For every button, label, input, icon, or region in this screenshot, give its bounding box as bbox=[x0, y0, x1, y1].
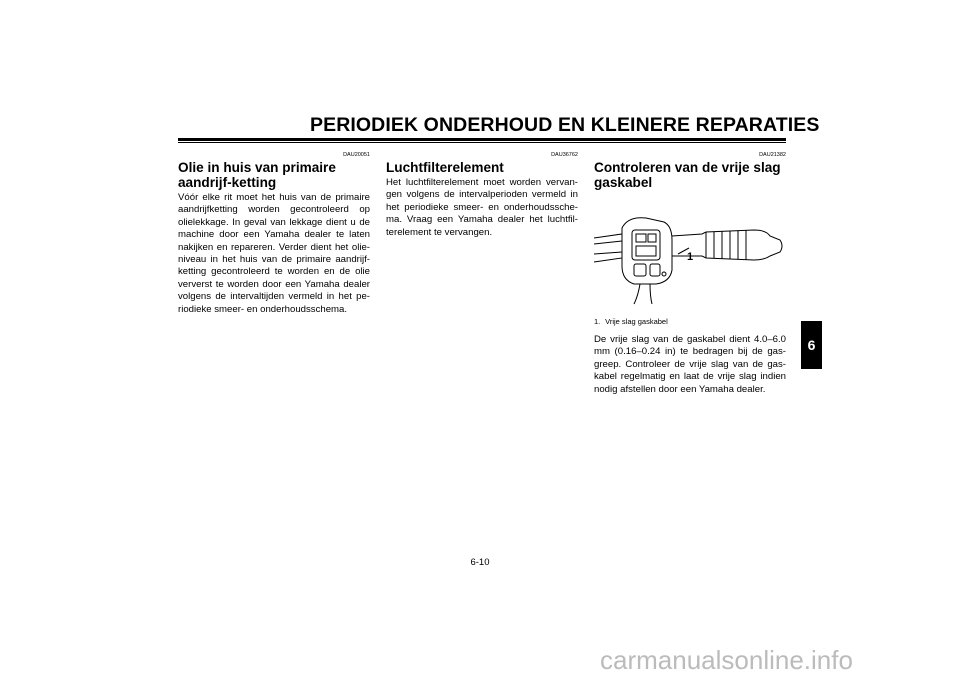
caption-text: Vrije slag gaskabel bbox=[605, 317, 668, 326]
header-rule-thin bbox=[178, 142, 786, 143]
section-body: De vrije slag van de gaskabel dient 4.0–6.0 mm (0.16–0.24 in) te bedragen bij de gas-greep. Controleer de vrije slag van de gas-kabel regelmatig en laat de vrije slag indien nodig afstellen door een Yamaha dealer. bbox=[594, 334, 786, 395]
section-throttle-cable bbox=[594, 152, 786, 396]
figure-callout-label: 1 bbox=[687, 251, 694, 263]
figure-caption bbox=[594, 317, 786, 326]
header-rule bbox=[178, 138, 786, 141]
caption-number: 1. bbox=[594, 317, 601, 326]
chapter-tab: 6 bbox=[801, 321, 822, 369]
section-title: Luchtfilterelement bbox=[386, 160, 504, 175]
handlebar-throttle-illustration bbox=[594, 196, 786, 306]
section-code: DAU21382 bbox=[759, 152, 786, 158]
page-number: 6-10 bbox=[470, 557, 490, 568]
section-code: DAU20051 bbox=[343, 152, 370, 158]
section-air-filter bbox=[386, 152, 578, 239]
section-code: DAU36762 bbox=[551, 152, 578, 158]
section-title: Controleren van de vrije slag gaskabel bbox=[594, 160, 781, 190]
section-primary-chain-oil bbox=[178, 152, 370, 316]
section-title: Olie in huis van primaire aandrijf-ketting bbox=[178, 160, 336, 190]
section-body: Vóór elke rit moet het huis van de primaire aandrijfketting worden gecontroleerd op olielekkage. In geval van lekkage dient u de machine door een Yamaha dealer te laten nakijken en repareren. Verder dient het olie-niveau in het huis van de primaire aandrijf-ketting gecontroleerd te worden en de olie ververst te worden door een Yamaha dealer volgens de intervaltijden vermeld in het pe-riodieke smeer- en onderhoudsschema. bbox=[178, 192, 370, 315]
watermark: carmanualsonline.info bbox=[600, 645, 853, 675]
section-body: Het luchtfilterelement moet worden vervan-gen volgens de intervalperioden vermeld in het periodieke smeer- en onderhoudssche-ma. Vraag een Yamaha dealer het luchtfil-terelement te vervangen. bbox=[386, 177, 578, 238]
page-header-title: PERIODIEK ONDERHOUD EN KLEINERE REPARATIES bbox=[310, 114, 820, 136]
